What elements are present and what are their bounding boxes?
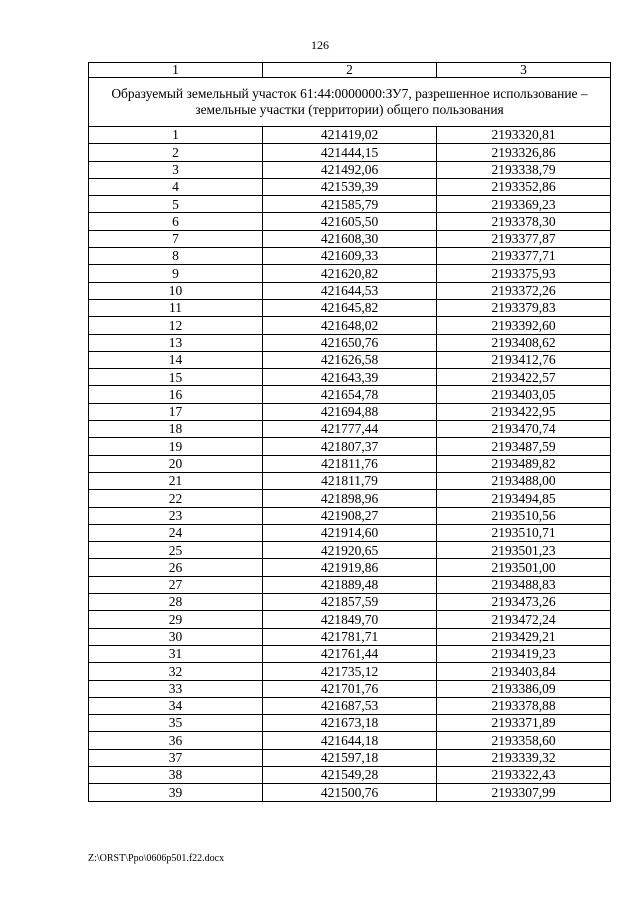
table-row [89, 230, 611, 247]
y-coordinate: 2193378,30 [437, 213, 611, 230]
point-number: 20 [89, 455, 263, 472]
y-coordinate: 2193510,71 [437, 524, 611, 541]
table-row [89, 732, 611, 749]
y-coordinate: 2193403,05 [437, 386, 611, 403]
table-row [89, 680, 611, 697]
y-coordinate: 2193429,21 [437, 628, 611, 645]
point-number: 12 [89, 317, 263, 334]
point-number: 23 [89, 507, 263, 524]
y-coordinate: 2193386,09 [437, 680, 611, 697]
y-coordinate: 2193422,57 [437, 369, 611, 386]
y-coordinate: 2193322,43 [437, 766, 611, 783]
table-row [89, 715, 611, 732]
point-number: 33 [89, 680, 263, 697]
x-coordinate: 421419,02 [263, 127, 437, 144]
point-number: 26 [89, 559, 263, 576]
y-coordinate: 2193307,99 [437, 784, 611, 801]
x-coordinate: 421585,79 [263, 196, 437, 213]
table-row [89, 196, 611, 213]
y-coordinate: 2193352,86 [437, 178, 611, 195]
y-coordinate: 2193488,00 [437, 472, 611, 489]
x-coordinate: 421908,27 [263, 507, 437, 524]
point-number: 16 [89, 386, 263, 403]
table-row [89, 594, 611, 611]
y-coordinate: 2193338,79 [437, 161, 611, 178]
point-number: 13 [89, 334, 263, 351]
x-coordinate: 421807,37 [263, 438, 437, 455]
table-row [89, 490, 611, 507]
y-coordinate: 2193408,62 [437, 334, 611, 351]
point-number: 22 [89, 490, 263, 507]
table-row [89, 559, 611, 576]
point-number: 14 [89, 351, 263, 368]
table-row [89, 213, 611, 230]
point-number: 28 [89, 594, 263, 611]
x-coordinate: 421500,76 [263, 784, 437, 801]
point-number: 1 [89, 127, 263, 144]
x-coordinate: 421673,18 [263, 715, 437, 732]
y-coordinate: 2193488,83 [437, 576, 611, 593]
table-row [89, 524, 611, 541]
table-row [89, 351, 611, 368]
x-coordinate: 421549,28 [263, 766, 437, 783]
point-number: 17 [89, 403, 263, 420]
y-coordinate: 2193494,85 [437, 490, 611, 507]
x-coordinate: 421811,79 [263, 472, 437, 489]
table-row [89, 403, 611, 420]
y-coordinate: 2193487,59 [437, 438, 611, 455]
table-row [89, 663, 611, 680]
table-row [89, 749, 611, 766]
y-coordinate: 2193403,84 [437, 663, 611, 680]
point-number: 15 [89, 369, 263, 386]
table-row [89, 282, 611, 299]
x-coordinate: 421539,39 [263, 178, 437, 195]
x-coordinate: 421644,53 [263, 282, 437, 299]
column-header-1: 1 [89, 63, 263, 78]
point-number: 11 [89, 299, 263, 316]
y-coordinate: 2193501,23 [437, 542, 611, 559]
x-coordinate: 421889,48 [263, 576, 437, 593]
table-row [89, 576, 611, 593]
point-number: 9 [89, 265, 263, 282]
section-title-row [89, 78, 611, 127]
point-number: 4 [89, 178, 263, 195]
point-number: 29 [89, 611, 263, 628]
y-coordinate: 2193372,26 [437, 282, 611, 299]
x-coordinate: 421626,58 [263, 351, 437, 368]
point-number: 19 [89, 438, 263, 455]
point-number: 32 [89, 663, 263, 680]
x-coordinate: 421608,30 [263, 230, 437, 247]
point-number: 25 [89, 542, 263, 559]
coordinates-table [88, 62, 611, 802]
table-row [89, 455, 611, 472]
point-number: 39 [89, 784, 263, 801]
x-coordinate: 421644,18 [263, 732, 437, 749]
x-coordinate: 421777,44 [263, 421, 437, 438]
x-coordinate: 421735,12 [263, 663, 437, 680]
point-number: 37 [89, 749, 263, 766]
y-coordinate: 2193377,71 [437, 248, 611, 265]
y-coordinate: 2193510,56 [437, 507, 611, 524]
x-coordinate: 421781,71 [263, 628, 437, 645]
table-row [89, 334, 611, 351]
table-row [89, 369, 611, 386]
point-number: 36 [89, 732, 263, 749]
x-coordinate: 421645,82 [263, 299, 437, 316]
table-row [89, 178, 611, 195]
y-coordinate: 2193419,23 [437, 645, 611, 662]
table-row [89, 628, 611, 645]
column-header-3: 3 [437, 63, 611, 78]
x-coordinate: 421650,76 [263, 334, 437, 351]
table-row [89, 542, 611, 559]
point-number: 6 [89, 213, 263, 230]
point-number: 38 [89, 766, 263, 783]
x-coordinate: 421849,70 [263, 611, 437, 628]
point-number: 7 [89, 230, 263, 247]
table-row [89, 611, 611, 628]
y-coordinate: 2193320,81 [437, 127, 611, 144]
table-row [89, 299, 611, 316]
table-row [89, 161, 611, 178]
x-coordinate: 421609,33 [263, 248, 437, 265]
y-coordinate: 2193501,00 [437, 559, 611, 576]
table-row [89, 507, 611, 524]
y-coordinate: 2193473,26 [437, 594, 611, 611]
x-coordinate: 421597,18 [263, 749, 437, 766]
x-coordinate: 421914,60 [263, 524, 437, 541]
y-coordinate: 2193470,74 [437, 421, 611, 438]
point-number: 21 [89, 472, 263, 489]
column-header-2: 2 [263, 63, 437, 78]
x-coordinate: 421643,39 [263, 369, 437, 386]
point-number: 18 [89, 421, 263, 438]
y-coordinate: 2193375,93 [437, 265, 611, 282]
y-coordinate: 2193422,95 [437, 403, 611, 420]
x-coordinate: 421605,50 [263, 213, 437, 230]
table-row [89, 766, 611, 783]
y-coordinate: 2193392,60 [437, 317, 611, 334]
point-number: 35 [89, 715, 263, 732]
point-number: 2 [89, 144, 263, 161]
y-coordinate: 2193369,23 [437, 196, 611, 213]
y-coordinate: 2193371,89 [437, 715, 611, 732]
page-number: 126 [311, 38, 329, 52]
x-coordinate: 421620,82 [263, 265, 437, 282]
table-row [89, 472, 611, 489]
point-number: 5 [89, 196, 263, 213]
y-coordinate: 2193489,82 [437, 455, 611, 472]
x-coordinate: 421444,15 [263, 144, 437, 161]
table-header-row [89, 63, 611, 78]
table-row [89, 248, 611, 265]
x-coordinate: 421898,96 [263, 490, 437, 507]
table-row [89, 144, 611, 161]
x-coordinate: 421919,86 [263, 559, 437, 576]
x-coordinate: 421701,76 [263, 680, 437, 697]
point-number: 31 [89, 645, 263, 662]
x-coordinate: 421694,88 [263, 403, 437, 420]
point-number: 27 [89, 576, 263, 593]
y-coordinate: 2193412,76 [437, 351, 611, 368]
y-coordinate: 2193379,83 [437, 299, 611, 316]
x-coordinate: 421654,78 [263, 386, 437, 403]
section-title: Образуемый земельный участок 61:44:0000000:ЗУ7, разрешенное использование – земельные участки (территории) общего пользования [89, 78, 611, 127]
point-number: 3 [89, 161, 263, 178]
point-number: 34 [89, 697, 263, 714]
y-coordinate: 2193358,60 [437, 732, 611, 749]
table-row [89, 127, 611, 144]
x-coordinate: 421492,06 [263, 161, 437, 178]
y-coordinate: 2193472,24 [437, 611, 611, 628]
table-row [89, 645, 611, 662]
y-coordinate: 2193377,87 [437, 230, 611, 247]
table-row [89, 421, 611, 438]
x-coordinate: 421811,76 [263, 455, 437, 472]
point-number: 30 [89, 628, 263, 645]
y-coordinate: 2193378,88 [437, 697, 611, 714]
footer-file-path: Z:\ORST\Ppo\0606p501.f22.docx [88, 853, 225, 864]
y-coordinate: 2193339,32 [437, 749, 611, 766]
table-row [89, 386, 611, 403]
table-row [89, 265, 611, 282]
point-number: 8 [89, 248, 263, 265]
x-coordinate: 421648,02 [263, 317, 437, 334]
table-row [89, 784, 611, 801]
table-row [89, 438, 611, 455]
table-row [89, 697, 611, 714]
x-coordinate: 421761,44 [263, 645, 437, 662]
point-number: 10 [89, 282, 263, 299]
x-coordinate: 421920,65 [263, 542, 437, 559]
x-coordinate: 421687,53 [263, 697, 437, 714]
point-number: 24 [89, 524, 263, 541]
y-coordinate: 2193326,86 [437, 144, 611, 161]
table-row [89, 317, 611, 334]
x-coordinate: 421857,59 [263, 594, 437, 611]
